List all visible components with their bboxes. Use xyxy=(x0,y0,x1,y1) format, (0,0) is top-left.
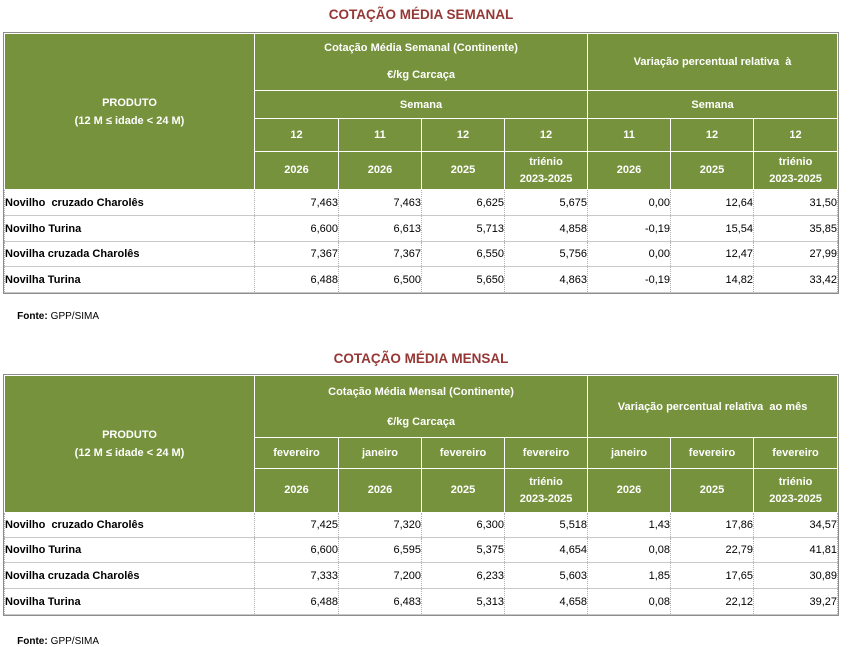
price-group-header xyxy=(255,376,588,438)
variation-cell: 35,85 xyxy=(754,216,838,242)
price-cell: 5,375 xyxy=(422,538,505,563)
weekly-price-table xyxy=(4,33,838,293)
product-header-line: (12 M ≤ idade < 24 M) xyxy=(74,114,185,127)
price-cell: 6,483 xyxy=(339,589,422,615)
variation-cell: 33,42 xyxy=(754,267,838,293)
price-cell: 6,488 xyxy=(255,589,339,615)
price-cell: 6,600 xyxy=(255,216,339,242)
source-value: GPP/SIMA xyxy=(50,311,100,322)
monthly-title: COTAÇÃO MÉDIA MENSAL xyxy=(333,351,509,366)
product-name: Novilha cruzada Charolês xyxy=(5,242,255,267)
price-group-header xyxy=(255,34,588,91)
column-header xyxy=(339,152,422,190)
price-cell: 7,333 xyxy=(255,563,339,589)
price-cell: 4,654 xyxy=(505,538,588,563)
column-header: janeiro xyxy=(588,438,671,469)
price-cell: 5,756 xyxy=(505,242,588,267)
column-header xyxy=(505,469,588,513)
column-header-line: triénio xyxy=(529,475,563,488)
price-cell: 5,675 xyxy=(505,190,588,216)
variation-cell: -0,19 xyxy=(588,267,671,293)
variation-cell: 17,86 xyxy=(671,513,754,538)
header-group-row xyxy=(5,376,838,438)
product-name: Novilha Turina xyxy=(5,589,255,615)
column-header xyxy=(505,152,588,190)
column-header: janeiro xyxy=(339,438,422,469)
product-header-line: PRODUTO xyxy=(102,429,157,441)
column-header: 12 xyxy=(255,119,339,152)
column-header-line: 2025 xyxy=(699,164,725,176)
column-header-line: 2026 xyxy=(284,164,309,176)
price-cell: 6,613 xyxy=(339,216,422,242)
variation-cell: 15,54 xyxy=(671,216,754,242)
variation-group-header: Variação percentual relativa à xyxy=(588,34,838,91)
monthly-price-table xyxy=(4,375,838,615)
product-name: Novilho Turina xyxy=(5,538,255,563)
price-cell: 5,650 xyxy=(422,267,505,293)
price-cell: 6,600 xyxy=(255,538,339,563)
variation-cell: 0,00 xyxy=(588,190,671,216)
price-cell: 7,200 xyxy=(339,563,422,589)
column-header xyxy=(255,469,339,513)
column-header-line: 2023-2025 xyxy=(769,492,822,505)
column-header: fevereiro xyxy=(505,438,588,469)
column-header-line: triénio xyxy=(778,475,813,488)
product-name: Novilho cruzado Charolês xyxy=(5,513,255,538)
variation-cell: 0,08 xyxy=(588,538,671,563)
price-cell: 7,425 xyxy=(255,513,339,538)
variation-cell: 22,79 xyxy=(671,538,754,563)
column-header xyxy=(422,469,505,513)
column-header xyxy=(588,152,671,190)
column-header: 12 xyxy=(422,119,505,152)
table-row xyxy=(5,563,838,589)
price-cell: 5,713 xyxy=(422,216,505,242)
period-header: Semana xyxy=(588,91,838,119)
price-cell: 6,595 xyxy=(339,538,422,563)
variation-cell: 12,64 xyxy=(671,190,754,216)
variation-cell: 1,43 xyxy=(588,513,671,538)
price-group-line: €/kg Carcaça xyxy=(387,69,455,81)
column-header: 12 xyxy=(671,119,754,152)
variation-cell: 34,57 xyxy=(754,513,838,538)
column-header xyxy=(671,152,754,190)
column-header-line: triénio xyxy=(778,155,813,168)
price-cell: 7,320 xyxy=(339,513,422,538)
column-header-line: 2025 xyxy=(450,164,476,176)
source-label: Fonte: xyxy=(17,311,48,322)
variation-cell: -0,19 xyxy=(588,216,671,242)
variation-cell: 30,89 xyxy=(754,563,838,589)
source-value: GPP/SIMA xyxy=(50,636,100,647)
price-cell: 6,488 xyxy=(255,267,339,293)
column-header-line: 2023-2025 xyxy=(519,172,573,185)
price-cell: 6,625 xyxy=(422,190,505,216)
column-header: fevereiro xyxy=(422,438,505,469)
variation-cell: 22,12 xyxy=(671,589,754,615)
price-cell: 5,603 xyxy=(505,563,588,589)
column-header xyxy=(422,152,505,190)
price-group-line: €/kg Carcaça xyxy=(387,415,455,428)
variation-group-header: Variação percentual relativa ao mês xyxy=(588,376,838,438)
price-cell: 5,518 xyxy=(505,513,588,538)
price-cell: 4,858 xyxy=(505,216,588,242)
column-header xyxy=(671,469,754,513)
table-row xyxy=(5,242,838,267)
price-cell: 6,233 xyxy=(422,563,505,589)
weekly-title: COTAÇÃO MÉDIA SEMANAL xyxy=(328,7,514,22)
variation-cell: 12,47 xyxy=(671,242,754,267)
price-cell: 6,500 xyxy=(339,267,422,293)
column-header-line: 2026 xyxy=(367,484,393,496)
table-row xyxy=(5,589,838,615)
price-cell: 5,313 xyxy=(422,589,505,615)
price-group-line: Cotação Média Mensal (Continente) xyxy=(328,385,514,398)
column-header: fevereiro xyxy=(255,438,339,469)
header-group-row xyxy=(5,34,838,91)
weekly-source-note xyxy=(6,300,99,333)
variation-cell: 0,00 xyxy=(588,242,671,267)
variation-cell: 14,82 xyxy=(671,267,754,293)
column-header xyxy=(339,469,422,513)
column-header-line: 2026 xyxy=(367,164,393,176)
variation-cell: 41,81 xyxy=(754,538,838,563)
column-header: 11 xyxy=(588,119,671,152)
product-header-line: (12 M ≤ idade < 24 M) xyxy=(74,447,185,459)
column-header xyxy=(754,152,838,190)
price-cell: 7,367 xyxy=(255,242,339,267)
product-name: Novilho cruzado Charolês xyxy=(5,190,255,216)
column-header-line: 2023-2025 xyxy=(769,172,822,185)
column-header: fevereiro xyxy=(754,438,838,469)
product-header-line: PRODUTO xyxy=(102,96,157,109)
price-cell: 6,300 xyxy=(422,513,505,538)
variation-cell: 1,85 xyxy=(588,563,671,589)
column-header xyxy=(588,469,671,513)
table-row xyxy=(5,190,838,216)
table-row xyxy=(5,267,838,293)
column-header: 12 xyxy=(505,119,588,152)
column-header-line: 2026 xyxy=(616,164,642,176)
monthly-source-note xyxy=(6,625,99,647)
table-row xyxy=(5,513,838,538)
column-header: fevereiro xyxy=(671,438,754,469)
column-header-line: 2023-2025 xyxy=(519,492,573,505)
column-header-line: 2025 xyxy=(450,484,476,496)
column-header-line: triénio xyxy=(529,155,563,168)
column-header-line: 2026 xyxy=(616,484,642,496)
variation-cell: 17,65 xyxy=(671,563,754,589)
variation-cell: 0,08 xyxy=(588,589,671,615)
column-header xyxy=(754,469,838,513)
variation-cell: 31,50 xyxy=(754,190,838,216)
price-cell: 7,463 xyxy=(255,190,339,216)
table-row xyxy=(5,216,838,242)
price-cell: 4,863 xyxy=(505,267,588,293)
column-header-line: 2026 xyxy=(284,484,309,496)
column-header xyxy=(255,152,339,190)
product-name: Novilha cruzada Charolês xyxy=(5,563,255,589)
product-name: Novilho Turina xyxy=(5,216,255,242)
product-column-header xyxy=(5,34,255,190)
price-cell: 7,367 xyxy=(339,242,422,267)
period-header: Semana xyxy=(255,91,588,119)
source-label: Fonte: xyxy=(17,636,48,647)
variation-cell: 39,27 xyxy=(754,589,838,615)
price-cell: 6,550 xyxy=(422,242,505,267)
price-cell: 7,463 xyxy=(339,190,422,216)
table-row xyxy=(5,538,838,563)
product-column-header xyxy=(5,376,255,513)
product-name: Novilha Turina xyxy=(5,267,255,293)
column-header: 12 xyxy=(754,119,838,152)
price-cell: 4,658 xyxy=(505,589,588,615)
column-header: 11 xyxy=(339,119,422,152)
price-group-line: Cotação Média Semanal (Continente) xyxy=(324,42,518,54)
variation-cell: 27,99 xyxy=(754,242,838,267)
column-header-line: 2025 xyxy=(699,484,725,496)
